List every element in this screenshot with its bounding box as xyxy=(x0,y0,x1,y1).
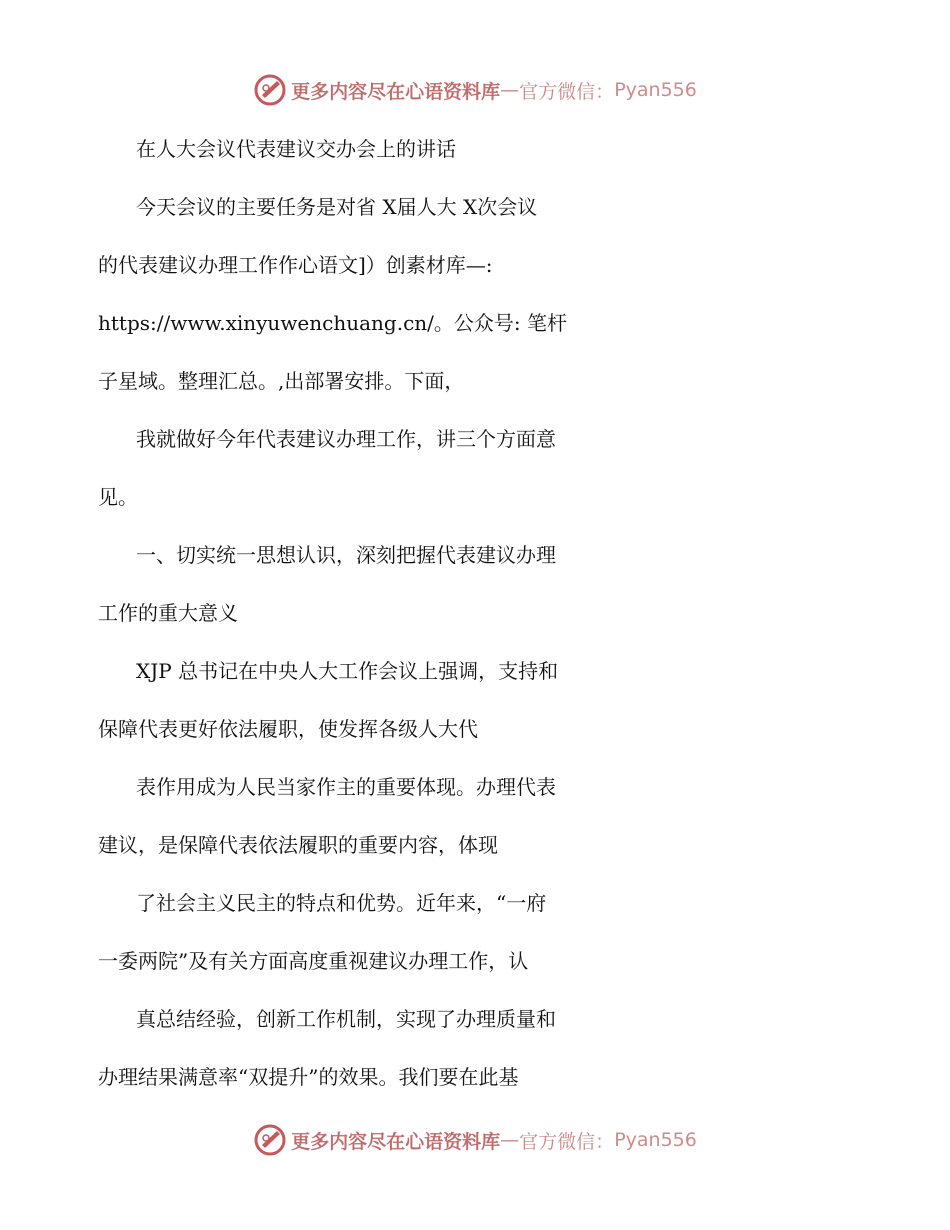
text-line: 在人大会议代表建议交办会上的讲话 xyxy=(136,137,456,161)
text-line: XJP 总书记在中央人大工作会议上强调，支持和 xyxy=(136,659,559,683)
text-line: 一、切实统一思想认识，深刻把握代表建议办理 xyxy=(136,543,556,567)
text-line: 保障代表更好依法履职，使发挥各级人大代 xyxy=(98,717,478,741)
watermark-side-text: 官方微信： xyxy=(519,1130,615,1153)
red-seal-logo-icon xyxy=(253,1123,287,1157)
text-line: 建议，是保障代表依法履职的重要内容，体现 xyxy=(98,833,498,857)
document-body xyxy=(98,120,858,1106)
text-line: 的代表建议办理工作作心语文]）创素材库—: xyxy=(98,253,493,277)
text-line: 表作用成为人民当家作主的重要体现。办理代表 xyxy=(136,775,556,799)
footer-watermark xyxy=(0,1120,950,1160)
text-line: 我就做好今年代表建议办理工作，讲三个方面意 xyxy=(136,427,556,451)
watermark-id: Pyan556 xyxy=(614,1129,697,1151)
text-line: 了社会主义民主的特点和优势。近年来，“一府 xyxy=(136,891,547,915)
watermark-separator: — xyxy=(500,1129,520,1151)
text-line: 一委两院”及有关方面高度重视建议办理工作，认 xyxy=(98,949,529,973)
text-line: 今天会议的主要任务是对省 X届人大 X次会议 xyxy=(136,195,538,219)
watermark-id: Pyan556 xyxy=(614,79,697,101)
text-line: 见。 xyxy=(98,485,138,509)
text-line: 真总结经验，创新工作机制，实现了办理质量和 xyxy=(136,1007,556,1031)
watermark-main-text: 更多内容尽在心语资料库 xyxy=(291,80,501,103)
text-line: 工作的重大意义 xyxy=(98,601,238,625)
watermark-separator: — xyxy=(500,79,520,101)
watermark-side-text: 官方微信： xyxy=(519,80,615,103)
red-seal-logo-icon xyxy=(253,73,287,107)
text-line: 办理结果满意率“双提升”的效果。我们要在此基 xyxy=(98,1065,519,1089)
text-line: https://www.xinyuwenchuang.cn/。公众号: 笔杆 xyxy=(98,311,567,335)
watermark-main-text: 更多内容尽在心语资料库 xyxy=(291,1130,501,1153)
text-line: 子星域。整理汇总。,出部署安排。下面， xyxy=(98,369,465,393)
header-watermark xyxy=(0,70,950,110)
